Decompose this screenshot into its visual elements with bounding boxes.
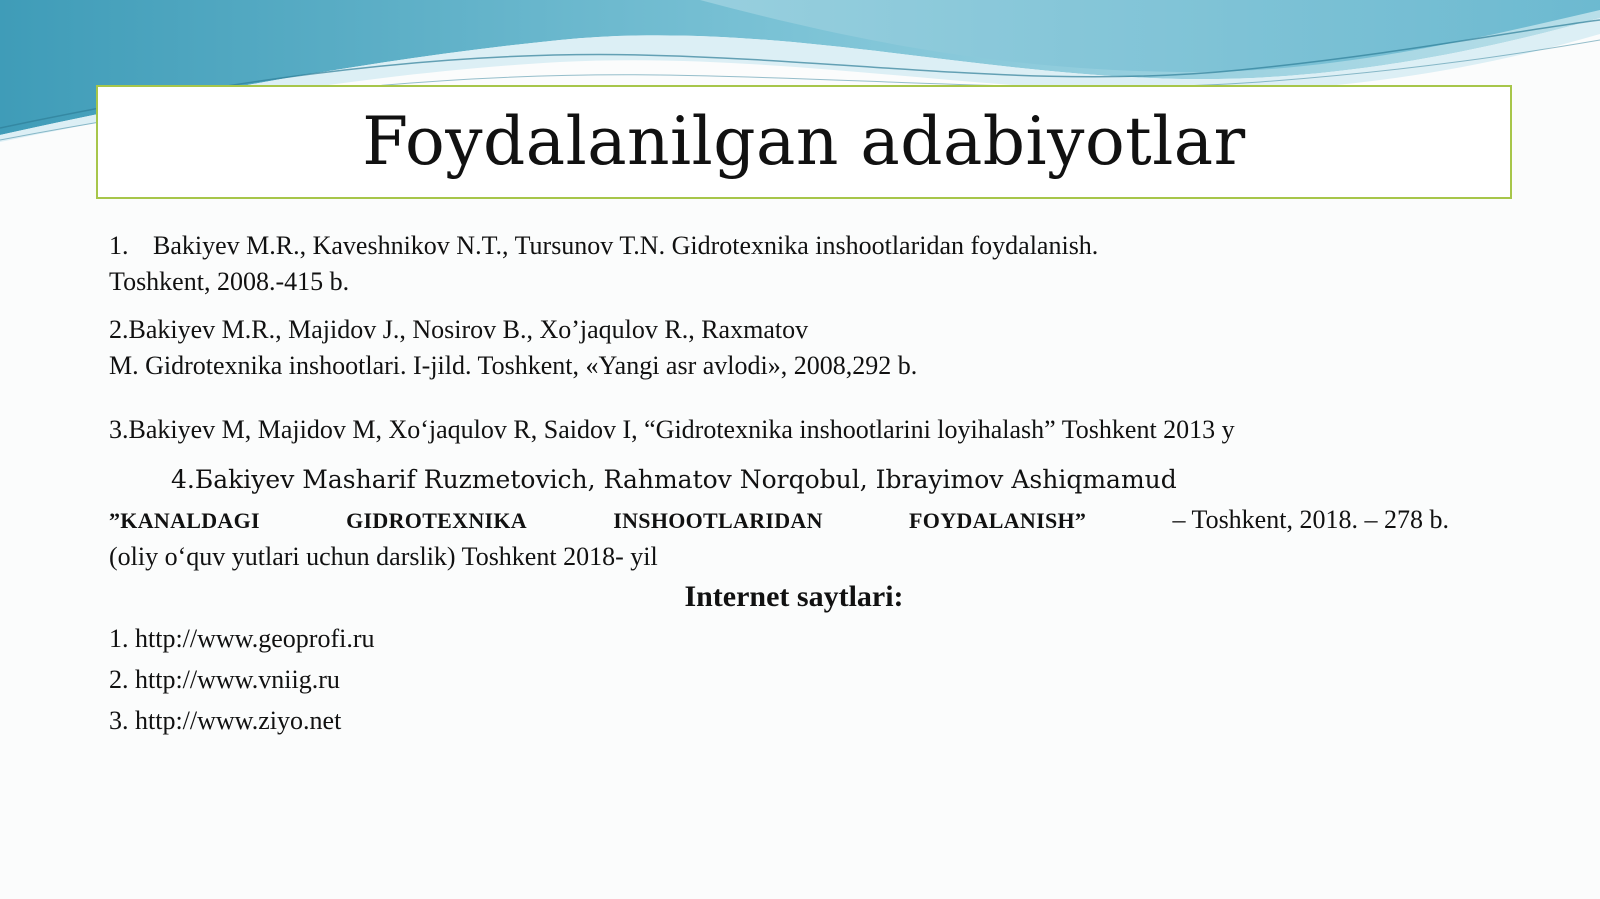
reference-item-2 xyxy=(109,312,917,384)
reference-text-line2: Toshkent, 2008.-415 b. xyxy=(109,267,350,296)
reference-number: 1. xyxy=(109,231,129,260)
link-item[interactable]: 1. http://www.geoprofi.ru xyxy=(109,624,375,653)
reference-title-line xyxy=(109,502,1449,539)
reference-text-line2: M. Gidrotexnika inshootlari. I-jild. Toshkent, «Yangi asr avlodi», 2008,292 b. xyxy=(109,351,918,380)
reference-item-3 xyxy=(109,412,1235,448)
reference-title-word: INSHOOTLARIDAN xyxy=(613,508,823,533)
reference-authors: 4.Бakiyev Masharif Ruzmetovich, Rahmatov Norqobul, Ibrayimov Ashiqmamud xyxy=(171,465,1177,494)
reference-text-line1: 2.Bakiyev M.R., Majidov J., Nosirov B., Xo’jaqulov R., Raxmatov xyxy=(109,315,809,344)
link-item[interactable]: 2. http://www.vniig.ru xyxy=(109,665,340,694)
title-box xyxy=(96,85,1512,199)
internet-sites-heading: Internet saytlari: xyxy=(684,580,904,613)
reference-text-line1: Bakiyev M.R., Kaveshnikov N.T., Tursunov T.N. Gidrotexnika inshootlaridan foydalanish. xyxy=(153,231,1099,260)
reference-item-1 xyxy=(109,228,1098,300)
reference-title-word: GIDROTEXNIKA xyxy=(346,508,527,533)
page-title: Foydalanilgan adabiyotlar xyxy=(362,103,1246,180)
reference-title-word: ”KANALDAGI xyxy=(109,508,260,533)
reference-publication: – Toshkent, 2018. – 278 b. xyxy=(1172,505,1449,534)
internet-links-list xyxy=(109,618,375,741)
reference-note: (oliy o‘quv yutlari uchun darslik) Toshkent 2018- yil xyxy=(109,542,658,571)
reference-item-4 xyxy=(109,462,1449,575)
reference-text-line1: 3.Bakiyev M, Majidov M, Xo‘jaqulov R, Saidov I, “Gidrotexnika inshootlarini loyihalash” Toshkent 2013 y xyxy=(109,415,1235,444)
link-item[interactable]: 3. http://www.ziyo.net xyxy=(109,706,342,735)
reference-title-word: FOYDALANISH” xyxy=(909,508,1087,533)
